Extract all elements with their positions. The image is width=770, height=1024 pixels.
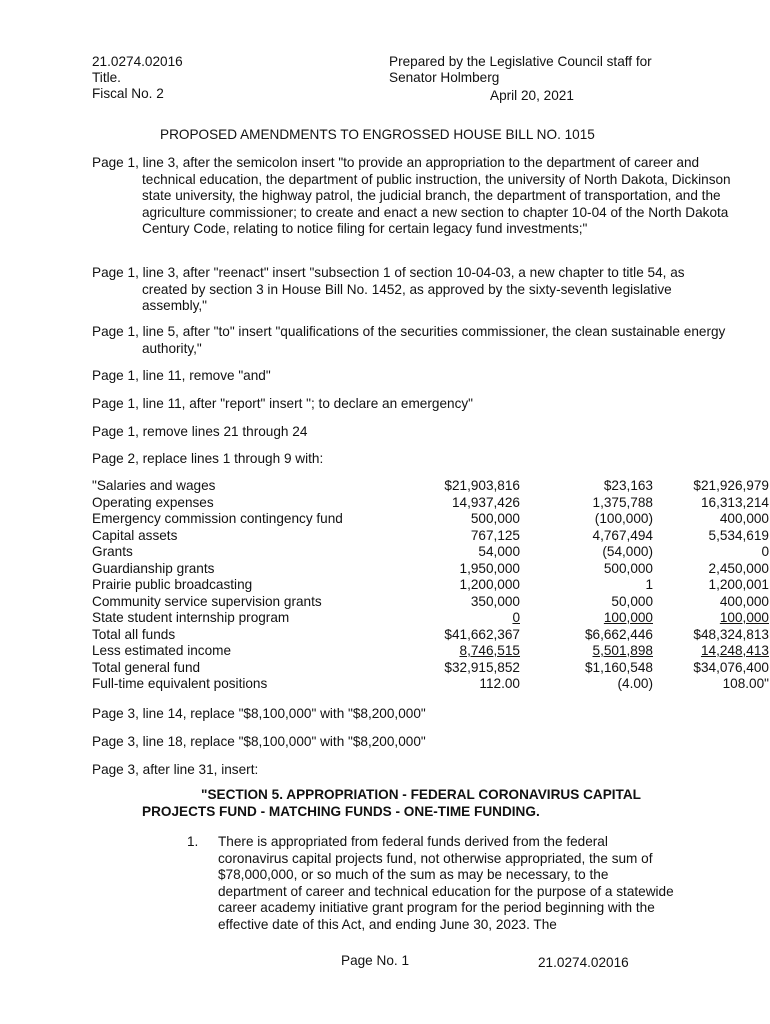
title-label: Title. [92,70,121,85]
table-row [92,478,769,495]
amount-value: $1,160,548 [584,659,653,675]
amount-value: 400,000 [719,511,769,526]
amount-value: $21,926,979 [693,478,769,493]
amount-cell [653,561,769,578]
row-label [92,561,350,578]
amount-value: (4.00) [617,676,653,691]
amount-value: $23,163 [603,478,653,493]
amount-cell [653,511,769,528]
amount-cell [653,594,769,611]
amount-value: 100,000 [603,610,653,625]
amount-cell [350,610,520,627]
amount-cell [653,627,769,644]
table-row [92,544,769,561]
amount-value: 500,000 [470,511,520,526]
footer-document-id: 21.0274.02016 [538,955,629,970]
amount-value: 108.00" [722,676,769,691]
row-label [92,511,350,528]
amount-cell [653,478,769,495]
amount-cell [520,676,653,693]
amount-value: 100,000 [719,610,769,625]
row-label-text: Prairie public broadcasting [92,577,253,592]
row-label-text: Total general fund [92,659,201,675]
row-label-text: "Salaries and wages [92,478,216,493]
table-row [92,627,769,644]
amount-value: $32,915,852 [444,659,520,675]
amount-value: $6,662,446 [584,626,653,642]
amount-value: (54,000) [602,544,653,559]
amendment-paragraph: Page 3, line 18, replace "$8,100,000" with "$8,200,000" [92,734,426,749]
table-row [92,660,769,677]
subsection-number: 1. [187,834,199,849]
section-heading-line1: "SECTION 5. APPROPRIATION - FEDERAL CORONAVIRUS CAPITAL [201,787,641,802]
amount-value: 16,313,214 [700,494,769,510]
document-id: 21.0274.02016 [92,54,183,69]
row-label [92,660,350,677]
amount-value: 54,000 [478,544,520,559]
amount-cell [350,528,520,545]
amendment-paragraph: Page 1, line 11, remove "and" [92,368,271,383]
amount-cell [350,643,520,660]
amount-value: 14,937,426 [451,494,520,510]
amount-value: $21,903,816 [444,478,520,493]
row-label [92,528,350,545]
amount-cell [520,511,653,528]
amount-cell [350,627,520,644]
table-row [92,528,769,545]
amount-value: 1,950,000 [459,560,520,576]
row-label-text: Less estimated income [92,643,232,658]
row-label [92,544,350,561]
amount-value: 5,501,898 [592,643,653,658]
amount-cell [350,577,520,594]
amount-cell [520,478,653,495]
row-label [92,478,350,495]
amount-value: 14,248,413 [700,643,769,658]
amount-cell [653,610,769,627]
amount-value: 5,534,619 [708,527,769,543]
row-label-text: Guardianship grants [92,560,215,576]
amendment-paragraph: Page 1, line 5, after "to" insert "qualifications of the securities commissioner, the clean sustainable energy authority," [92,324,726,356]
amount-cell [520,643,653,660]
row-label-text: State student internship program [92,610,290,625]
row-label-text: Operating expenses [92,494,214,510]
amount-cell [350,478,520,495]
table-row [92,676,769,693]
amount-value: 767,125 [470,527,520,543]
amount-value: 0 [512,610,520,625]
amount-value: 1,200,001 [708,577,769,592]
document-date: April 20, 2021 [490,88,574,103]
footer-page-number: Page No. 1 [341,953,410,968]
amount-cell [653,544,769,561]
row-label-text: Grants [92,544,133,559]
row-label [92,676,350,693]
amount-value: 112.00 [479,676,520,691]
prepared-by-line1: Prepared by the Legislative Council staff for [389,54,652,69]
amount-cell [520,627,653,644]
amount-cell [520,544,653,561]
page-title: PROPOSED AMENDMENTS TO ENGROSSED HOUSE BILL NO. 1015 [160,127,595,142]
table-row [92,577,769,594]
row-label-text: Community service supervision grants [92,593,322,609]
amount-cell [520,577,653,594]
amount-cell [350,561,520,578]
amendment-paragraph: Page 2, replace lines 1 through 9 with: [92,451,324,466]
amount-value: 0 [761,544,769,559]
amount-value: 500,000 [603,560,653,576]
amount-cell [653,676,769,693]
prepared-by-line2: Senator Holmberg [389,70,500,85]
amount-cell [350,544,520,561]
row-label-text: Total all funds [92,626,176,642]
row-label [92,643,350,660]
amount-cell [653,660,769,677]
amount-value: 350,000 [470,593,520,609]
amendment-paragraph: Page 1, remove lines 21 through 24 [92,424,308,439]
table-row [92,594,769,611]
row-label-text: Full-time equivalent positions [92,676,268,691]
amendment-paragraph: Page 1, line 11, after "report" insert "; to declare an emergency" [92,396,473,411]
table-row [92,495,769,512]
amount-cell [653,577,769,594]
amount-cell [350,511,520,528]
amount-value: 1,200,000 [459,577,520,592]
amount-cell [520,660,653,677]
row-label-text: Emergency commission contingency fund [92,511,343,526]
amendment-paragraph: Page 3, after line 31, insert: [92,762,259,777]
amount-cell [520,594,653,611]
amount-cell [350,594,520,611]
amount-cell [520,561,653,578]
amount-value: 8,746,515 [459,643,520,658]
amendment-paragraph: Page 1, line 3, after the semicolon insert "to provide an appropriation to the department of career and technical education, the department of public instruction, the university of North Dakota, Dickinson state university, the highway patrol, the judicial branch, the department of transportation, and the agriculture commissioner; to create and enact a new section to chapter 10-04 of the North Dakota Century Code, relating to notice filing for certain legacy fund investments;" [92,155,731,237]
amount-value: 1,375,788 [592,494,653,510]
subsection-text: There is appropriated from federal funds derived from the federal coronavirus capital projects fund, not otherwise appropriated, the sum of $78,000,000, or so much of the sum as may be necessary, to the department of career and technical education for the purpose of a statewide career academy initiative grant program for the period beginning with the effective date of this Act, and ending June 30, 2023. The [218,834,674,932]
amount-value: 50,000 [611,593,653,609]
table-row [92,643,769,660]
table-row [92,561,769,578]
section-heading-line2: PROJECTS FUND - MATCHING FUNDS - ONE-TIME FUNDING. [142,804,540,819]
amount-cell [653,528,769,545]
row-label [92,577,350,594]
amount-cell [350,660,520,677]
amount-cell [653,643,769,660]
amount-value: 1 [645,577,653,592]
amount-cell [520,610,653,627]
row-label [92,627,350,644]
amendment-paragraph: Page 3, line 14, replace "$8,100,000" with "$8,200,000" [92,706,426,721]
amount-value: (100,000) [594,511,653,526]
amount-value: $41,662,367 [444,626,520,642]
amount-value: $48,324,813 [693,626,769,642]
amount-value: 400,000 [719,593,769,609]
row-label [92,594,350,611]
amount-cell [653,495,769,512]
row-label-text: Capital assets [92,527,178,543]
amount-cell [350,676,520,693]
table-row [92,610,769,627]
amount-value: $34,076,400 [693,659,769,675]
amount-cell [520,528,653,545]
row-label [92,610,350,627]
row-label [92,495,350,512]
amount-value: 2,450,000 [708,560,769,576]
fiscal-number: Fiscal No. 2 [92,86,164,101]
amendment-paragraph: Page 1, line 3, after "reenact" insert "subsection 1 of section 10-04-03, a new chapter to title 54, as created by section 3 in House Bill No. 1452, as approved by the sixty-seventh legislative assembly," [92,265,685,314]
table-row [92,511,769,528]
amount-value: 4,767,494 [592,527,653,543]
budget-table [92,478,769,693]
amount-cell [520,495,653,512]
amount-cell [350,495,520,512]
